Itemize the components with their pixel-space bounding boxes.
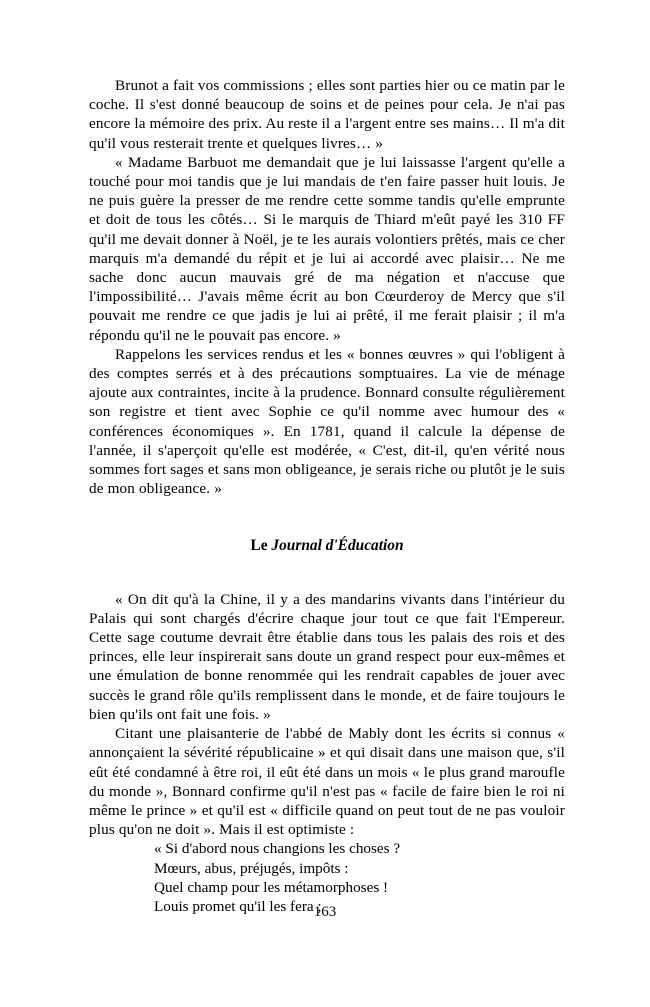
section-heading-roman: Le <box>250 537 272 555</box>
verse-line: Quel champ pour les métamorphoses ! <box>154 878 389 896</box>
paragraph-brunot: Brunot a fait vos commissions ; elles sont parties hier ou ce matin par le coche. Il s'est donné beaucoup de soins et de peines pour cela. Je n'ai pas encore la mémoire des prix. Au reste il a l'argent entre ses mains… Il m'a dit qu'il vous resterait trente et quelques livres… » <box>89 77 565 152</box>
heading-spacer-bottom <box>89 556 565 590</box>
paragraph-chine: « On dit qu'à la Chine, il y a des mandarins vivants dans l'intérieur du Palais qui sont chargés d'écrire chaque jour tout ce que fait l'Empereur. Cette sage coutume devrait être établie dans tous les palais des rois et des princes, elle leur inspirerait sans doute un grand respect pour eux-mêmes et une émulation de bonne renommée qui les rendrait capables de jouer avec succès le grand rôle qu'ils remplissent dans le monde, et de faire toujours le bien qu'ils ont fait une fois. » <box>89 590 565 723</box>
paragraph-rappelons: Rappelons les services rendus et les « bonnes œuvres » qui l'obligent à des comptes serrés et à des précautions somptuaires. La vie de ménage ajoute aux contraintes, incite à la prudence. Bonnard consulte régulièrement son registre et tient avec Sophie ce qu'il nomme avec humour des « conférences économiques ». En 1781, quand il calcule la dépense de l'année, il s'aperçoit qu'elle est modérée, « C'est, dit-il, qu'en vérité nous sommes fort sages et sans mon obligeance, je serais riche ou plutôt je le suis de mon obligeance. » <box>89 345 565 498</box>
section-heading <box>89 536 565 555</box>
verse-line: Louis promet qu'il les fera ; <box>154 897 322 915</box>
section-heading-italic: Journal d'Éducation <box>271 537 404 555</box>
verse-line: Mœurs, abus, préjugés, impôts : <box>154 859 349 877</box>
heading-spacer-top <box>89 498 565 536</box>
text-column <box>89 76 565 916</box>
paragraph-mably: Citant une plaisanterie de l'abbé de Mably dont les écrits si connus « annonçaient la sévérité républicaine » et qui disait dans une maison que, s'il eût été condamné à être roi, il eût été dans un mois « le plus grand maroufle du monde », Bonnard confirme qu'il n'est pas « facile de faire bien le roi ni même le prince » et qu'il est « difficile quand on peut tout de ne pas vouloir plus qu'on ne doit ». Mais il est optimiste : <box>89 725 565 839</box>
verse-line: « Si d'abord nous changions les choses ? <box>154 840 401 858</box>
paragraph-barbuot: « Madame Barbuot me demandait que je lui laissasse l'argent qu'elle a touché pour moi tandis que je lui mandais de t'en faire passer huit louis. Je ne puis guère la presser de me rendre cette somme tandis qu'elle emprunte et doit de tous les côtés… Si le marquis de Thiard m'eût payé les 310 FF qu'il me devait donner à Noël, je te les aurais volontiers prêtés, mais ce cher marquis m'a demandé du répit et je lui ai accordé avec plaisir… Ne me sache donc aucun mauvais gré de ma négation et n'accuse que l'impossibilité… J'avais même écrit au bon Cœurderoy de Mercy que s'il pouvait me rendre ce que jadis je lui ai prêté, il me ferait plaisir ; il m'a répondu qu'il ne le pouvait pas encore. » <box>89 153 565 344</box>
page-number: 163 <box>313 904 337 920</box>
